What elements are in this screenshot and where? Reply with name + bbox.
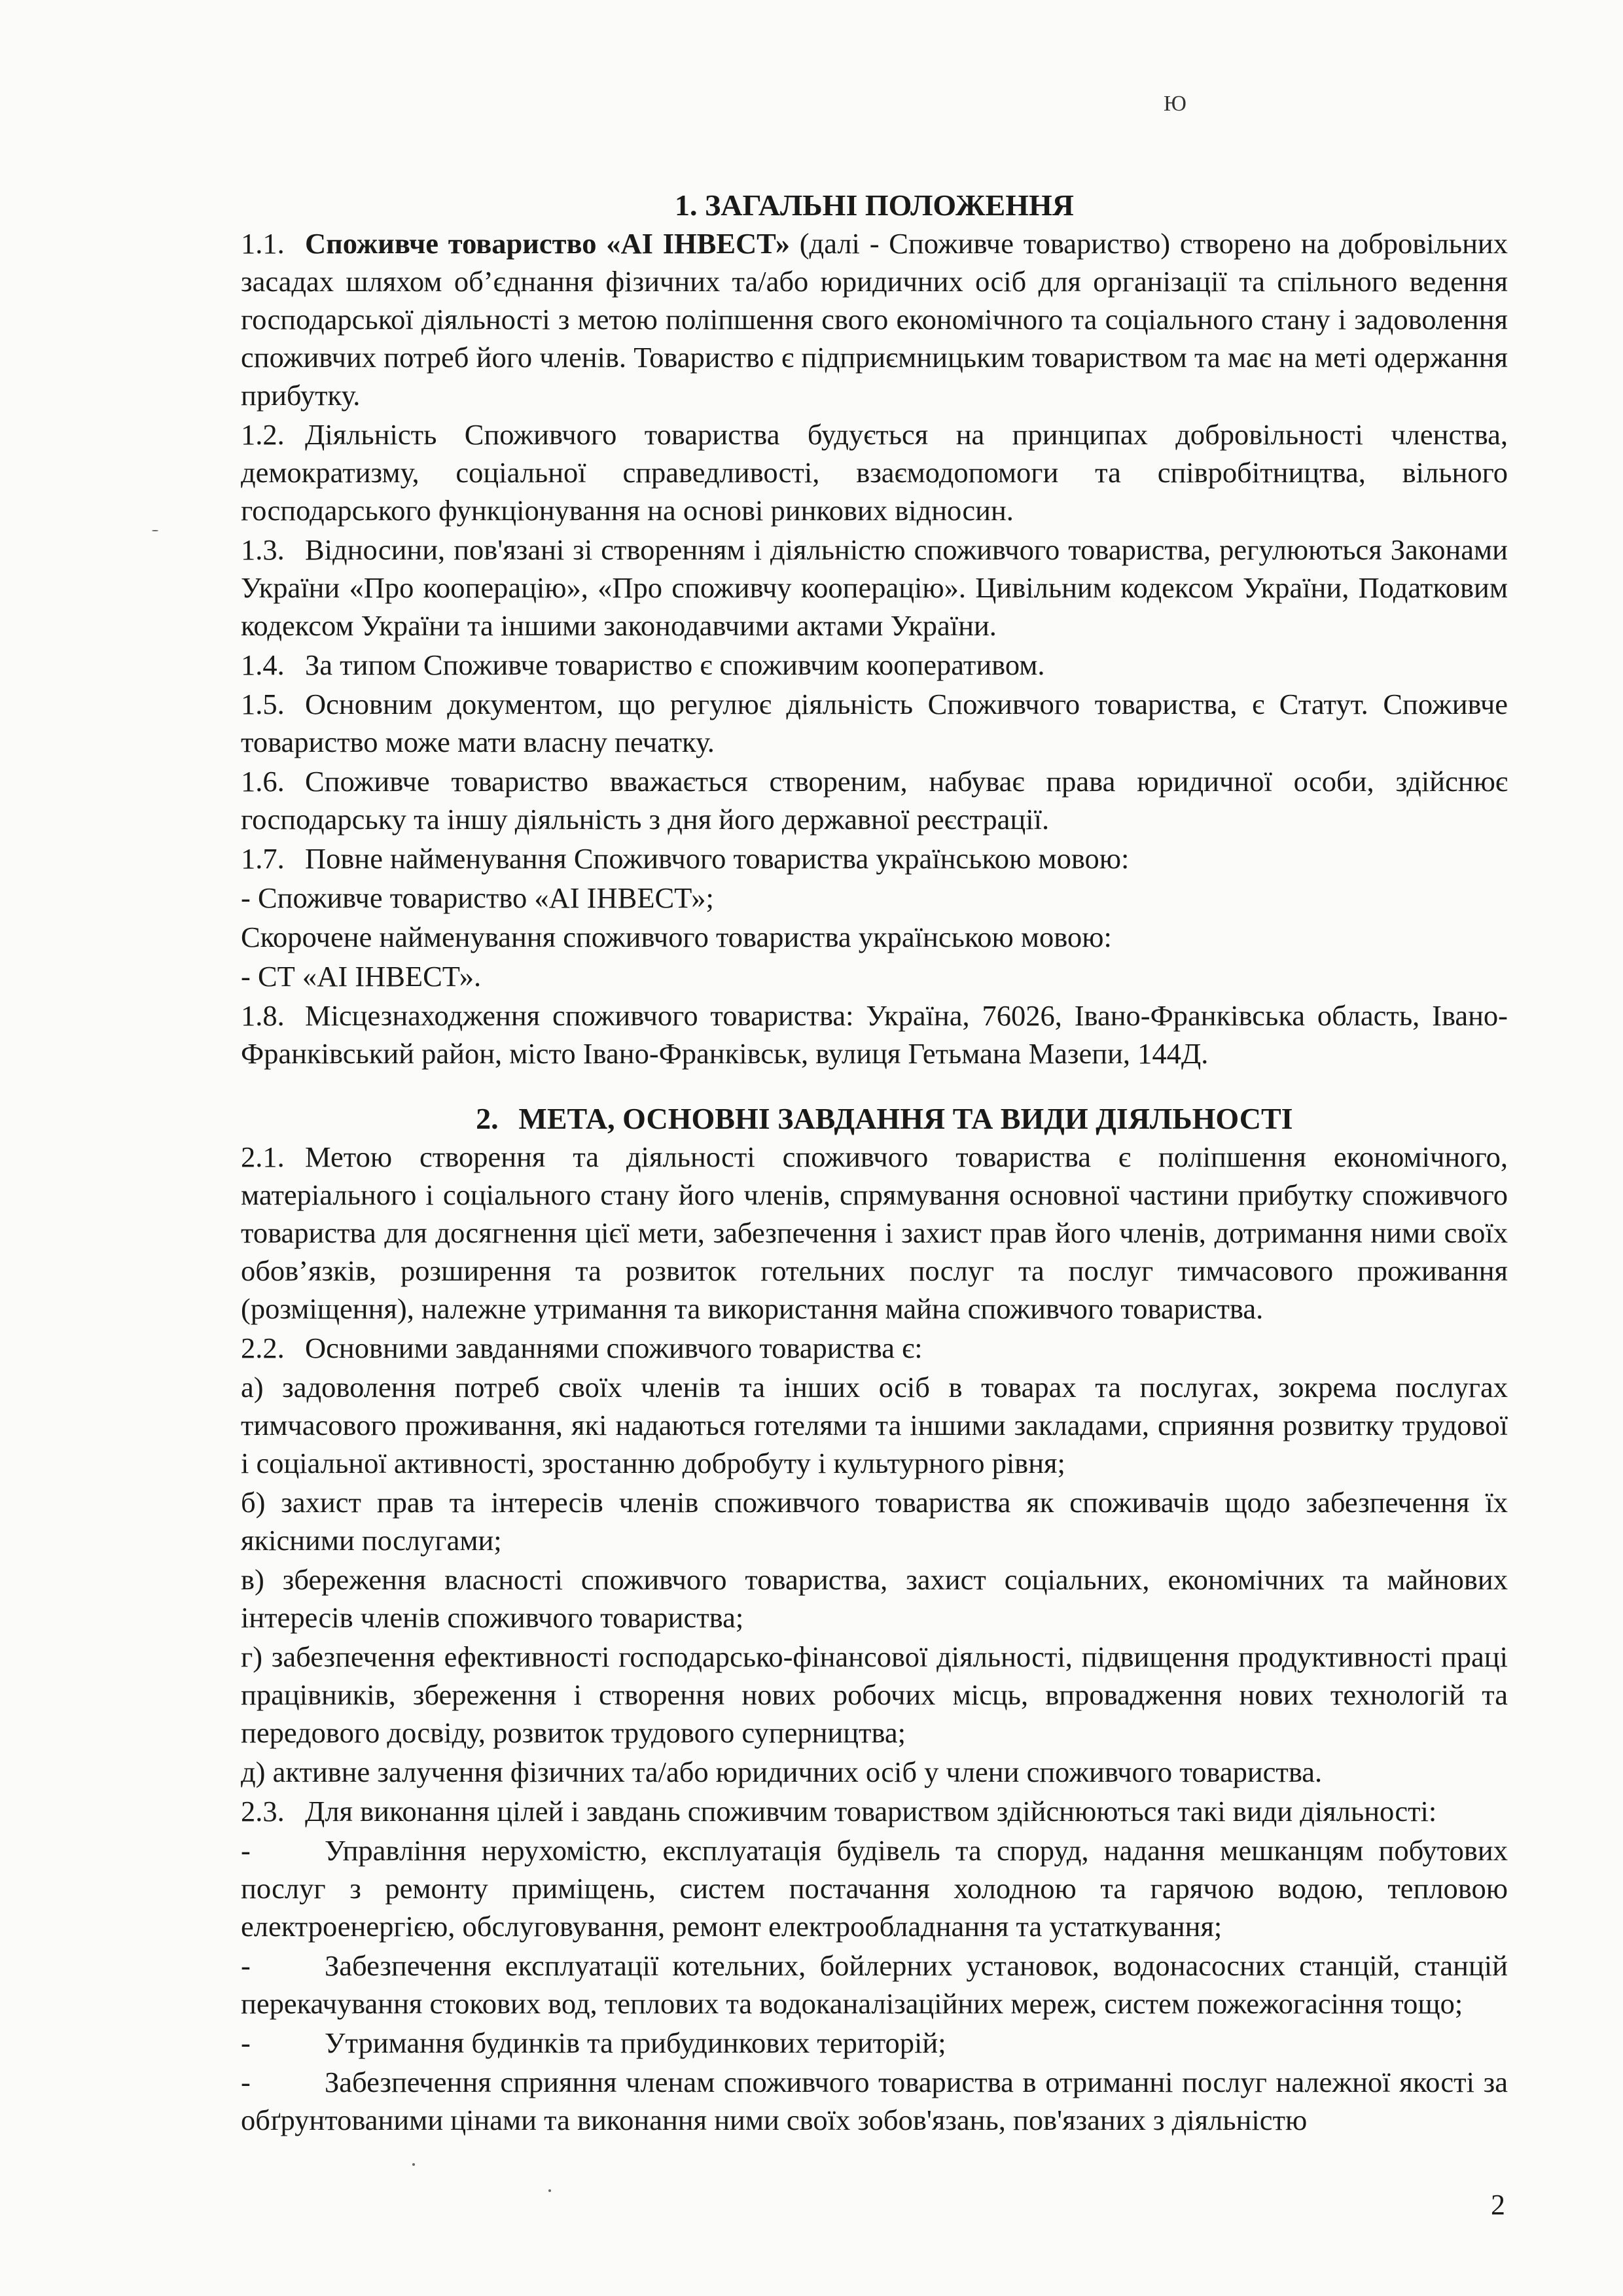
clause-number: 1.4. — [241, 648, 285, 681]
clause-text: Споживче товариство вважається створеним, набуває права юридичної особи, здійснює господарську та іншу діяльність з дня його державної реєстрації. — [241, 765, 1508, 836]
bullet-dash: - — [241, 2066, 251, 2098]
activity-item — [241, 2024, 1508, 2062]
clause-1-3 — [241, 531, 1508, 645]
clause-text: За типом Споживче товариство є споживчим кооперативом. — [305, 648, 1045, 681]
page-number: 2 — [1491, 2189, 1505, 2221]
clause-1-8 — [241, 997, 1508, 1072]
clause-1-7 — [241, 839, 1508, 877]
clause-text: Діяльність Споживчого товариства будується на принципах добровільності членства, демократизму, соціальної справедливості, взаємодопомоги та співробітництва, вільного господарського функціонування на основі ринкових відносин. — [241, 418, 1508, 527]
clause-number: 1.7. — [241, 842, 285, 875]
clause-1-1 — [241, 224, 1508, 414]
activity-text: Забезпечення сприяння членам споживчого товариства в отриманні послуг належної якості за обґрунтованими цінами та виконання ними своїх зобов'язань, пов'язаних з діяльністю — [241, 2066, 1508, 2136]
task-e: д) активне залучення фізичних та/або юридичних осіб у члени споживчого товариства. — [241, 1756, 1323, 1788]
activity-text: Управління нерухомістю, експлуатація будівель та споруд, надання мешканцям побутових послуг з ремонту приміщень, систем постачання холодною та гарячою водою, тепловою електроенергією, обслуговування, ремонт електрообладнання та устаткування; — [241, 1834, 1508, 1943]
scan-speck — [412, 2163, 415, 2166]
activity-item — [241, 1831, 1508, 1945]
activity-text: Утримання будинків та прибудинкових територій; — [325, 2026, 946, 2059]
clause-text: Для виконання цілей і завдань споживчим товариством здійснюються такі види діяльності: — [305, 1795, 1437, 1828]
activity-item — [241, 1947, 1508, 2022]
clause-text: Повне найменування Споживчого товариства українською мовою: — [305, 842, 1130, 875]
bullet-dash: - — [241, 1949, 251, 1982]
clause-number: 2.3. — [241, 1795, 285, 1828]
document-body — [241, 186, 1508, 2140]
clause-number: 1.2. — [241, 418, 285, 451]
clause-text: Відносини, пов'язані зі створенням і діяльністю споживчого товариства, регулюються Законами України «Про кооперацію», «Про споживчу кооперацію». Цивільним кодексом України, Податковим кодексом України та іншими законодавчими актами України. — [241, 533, 1508, 642]
company-name-bold: Споживче товариство «АІ ІНВЕСТ» — [305, 227, 790, 260]
bullet-dash: - — [241, 2026, 251, 2059]
bullet-dash: - — [241, 1834, 251, 1867]
clause-2-2 — [241, 1329, 1508, 1367]
section-2-title — [241, 1100, 1508, 1138]
clause-number: 1.1. — [241, 227, 285, 260]
section-number: 2. — [476, 1102, 499, 1135]
full-name-line: - Споживче товариство «АІ ІНВЕСТ»; — [241, 881, 714, 914]
clause-2-3 — [241, 1792, 1508, 1830]
section-1-title: 1. ЗАГАЛЬНІ ПОЛОЖЕННЯ — [675, 188, 1074, 222]
clause-text: (далі - Споживче товариство) створено на добровільних засадах шляхом об’єднання фізичних та/або юридичних осіб для організації та спільного ведення господарської діяльності з метою поліпшення свого економічного та соціального стану і задоволення споживчих потреб його членів. Товариство є підприємницьким товариством та має на меті одержання прибутку. — [241, 227, 1508, 412]
activity-text: Забезпечення експлуатації котельних, бойлерних установок, водонасосних станцій, станцій перекачування стокових вод, теплових та водоканалізаційних мереж, систем пожежогасіння тощо; — [241, 1949, 1508, 2020]
scan-speck — [152, 530, 158, 531]
clause-text: Місцезнаходження споживчого товариства: Україна, 76026, Івано-Франківська область, Івано-Франківський район, місто Івано-Франківськ, вулиця Гетьмана Мазепи, 144Д. — [241, 999, 1508, 1070]
clause-text: Основними завданнями споживчого товариства є: — [305, 1332, 923, 1364]
short-name-line: - СТ «АІ ІНВЕСТ». — [241, 960, 482, 993]
task-c: в) збереження власності споживчого товариства, захист соціальних, економічних та майнових інтересів членів споживчого товариства; — [241, 1563, 1508, 1634]
clause-1-2 — [241, 415, 1508, 529]
clause-number: 1.8. — [241, 999, 285, 1032]
clause-number: 2.1. — [241, 1140, 285, 1173]
task-d: г) забезпечення ефективності господарсько-фінансової діяльності, підвищення продуктивності праці працівників, збереження і створення нових робочих місць, впровадження нових технологій та передового досвіду, розвиток трудового суперництва; — [241, 1640, 1508, 1749]
section-title-text: МЕТА, ОСНОВНІ ЗАВДАННЯ ТА ВИДИ ДІЯЛЬНОСТІ — [518, 1102, 1293, 1135]
clause-number: 2.2. — [241, 1332, 285, 1364]
clause-1-6 — [241, 762, 1508, 838]
scan-speck — [548, 2189, 551, 2192]
clause-1-5 — [241, 685, 1508, 761]
clause-number: 1.5. — [241, 688, 285, 720]
activity-item — [241, 2063, 1508, 2139]
clause-text: Основним документом, що регулює діяльність Споживчого товариства, є Статут. Споживче товариство може мати власну печатку. — [241, 688, 1508, 758]
clause-1-4 — [241, 646, 1508, 684]
clause-2-1 — [241, 1138, 1508, 1328]
clause-number: 1.6. — [241, 765, 285, 798]
short-name-label: Скорочене найменування споживчого товариства українською мовою: — [241, 921, 1112, 953]
clause-text: Метою створення та діяльності споживчого товариства є поліпшення економічного, матеріального і соціального стану його членів, спрямування основної частини прибутку споживчого товариства для досягнення цієї мети, забезпечення і захист прав його членів, дотримання ними своїх обов’язків, розширення та розвиток готельних послуг та послуг тимчасового проживання (розміщення), належне утримання та використання майна споживчого товариства. — [241, 1140, 1508, 1325]
page-mark: Ю — [1164, 92, 1186, 116]
task-a: а) задоволення потреб своїх членів та інших осіб в товарах та послугах, зокрема послугах тимчасового проживання, які надаються готелями та іншими закладами, сприяння розвитку трудової і соціальної активності, зростанню добробуту і культурного рівня; — [241, 1371, 1508, 1479]
task-b: б) захист прав та інтересів членів споживчого товариства як споживачів щодо забезпечення їх якісними послугами; — [241, 1486, 1508, 1557]
clause-number: 1.3. — [241, 533, 285, 566]
